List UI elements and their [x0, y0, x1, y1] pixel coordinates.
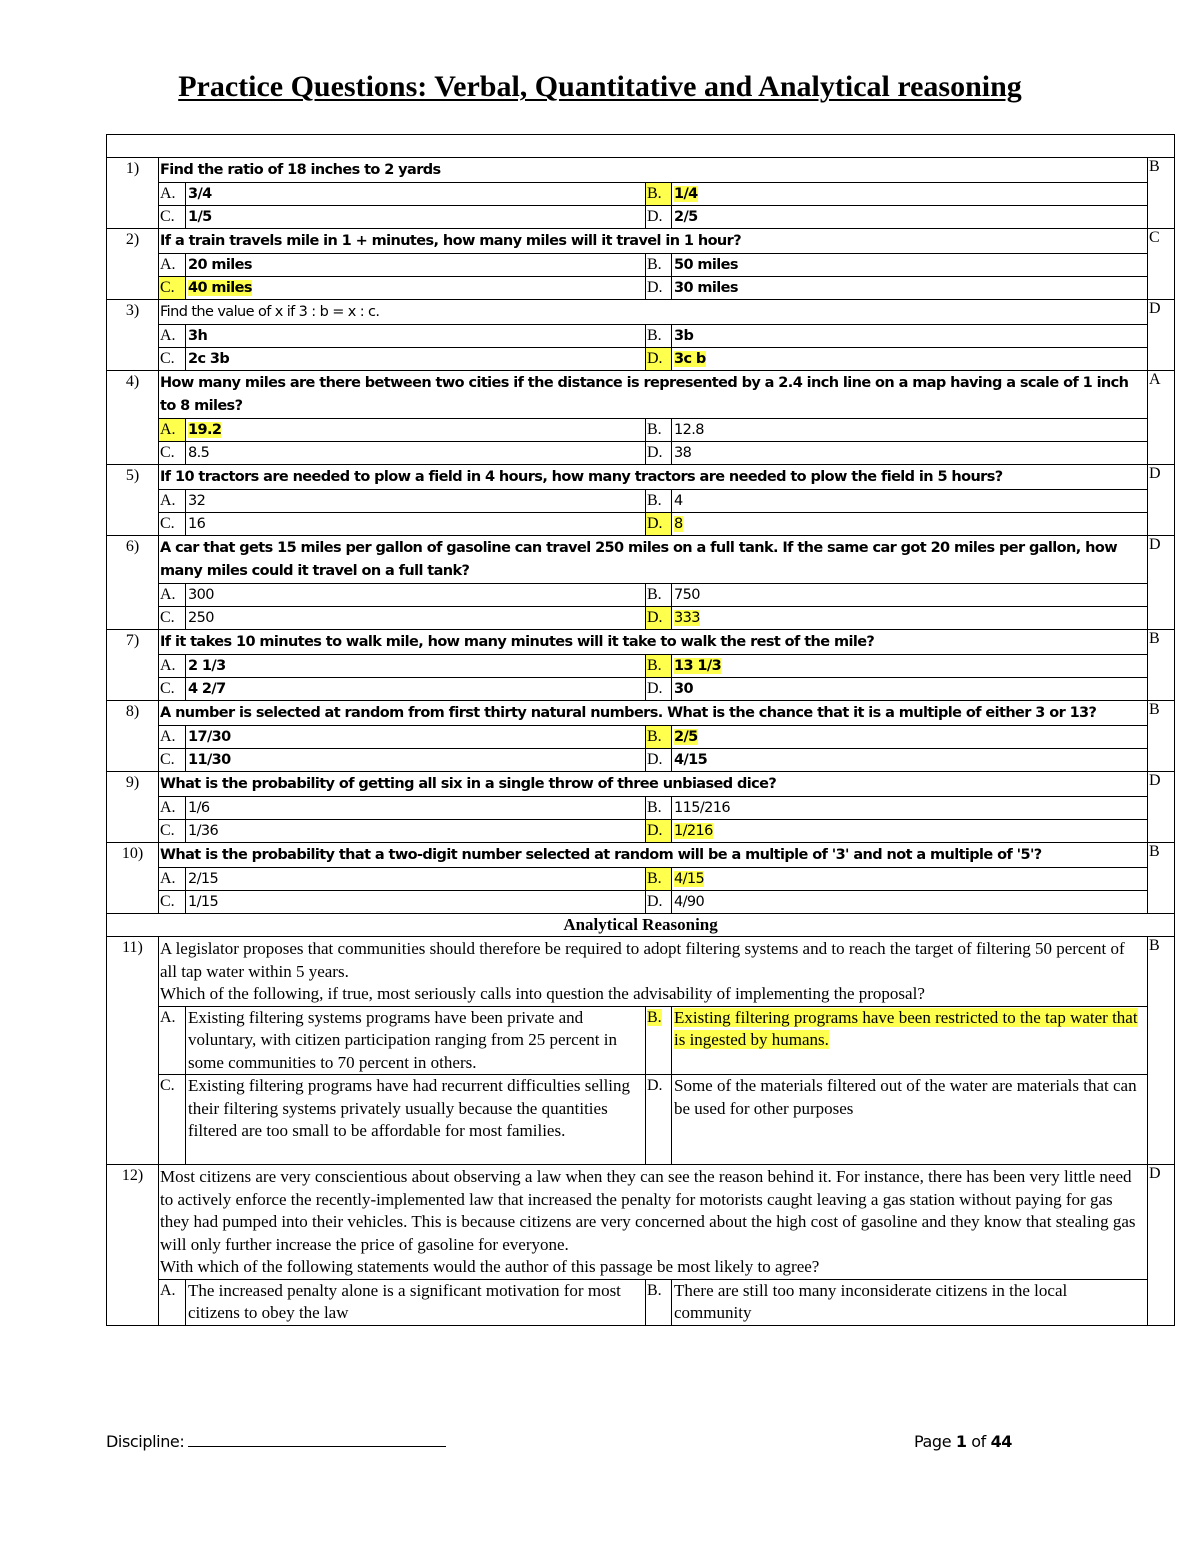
option-text-correct: 1/216	[672, 820, 1148, 843]
option-text: 4 2/7	[186, 678, 646, 701]
option-text: 12.8	[672, 419, 1148, 442]
question-text	[159, 1165, 1148, 1280]
option-letter: D.	[646, 277, 672, 300]
answer-key: D	[1148, 536, 1175, 630]
option-letter: A.	[159, 1006, 186, 1075]
option-letter: A.	[159, 655, 186, 678]
option-letter: D.	[646, 206, 672, 229]
option-letter: C.	[159, 206, 186, 229]
option-letter: C.	[159, 607, 186, 630]
option-letter-correct: D.	[646, 820, 672, 843]
option-text: 750	[672, 584, 1148, 607]
answer-key: B	[1148, 630, 1175, 701]
option-letter: C.	[159, 749, 186, 772]
question-number: 6)	[107, 536, 159, 630]
of-label: of	[971, 1432, 986, 1451]
option-text: 1/36	[186, 820, 646, 843]
question-row	[107, 772, 1175, 797]
question-text: If a train travels mile in 1 + minutes, how many miles will it travel in 1 hour?	[159, 229, 1148, 254]
option-letter: B.	[646, 797, 672, 820]
option-letter: C.	[159, 442, 186, 465]
option-text: 2 1/3	[186, 655, 646, 678]
option-letter: B.	[646, 584, 672, 607]
option-letter: A.	[159, 325, 186, 348]
option-text: 1/15	[186, 891, 646, 914]
option-text: 50 miles	[672, 254, 1148, 277]
answer-key: D	[1148, 1165, 1175, 1326]
question-number: 12)	[107, 1165, 159, 1326]
option-letter: C.	[159, 891, 186, 914]
question-row	[107, 371, 1175, 419]
option-letter: A.	[159, 254, 186, 277]
option-text: 3b	[672, 325, 1148, 348]
option-text: 3h	[186, 325, 646, 348]
answer-key: C	[1148, 229, 1175, 300]
question-row	[107, 229, 1175, 254]
option-text-correct: Existing filtering programs have been restricted to the tap water that is ingested by humans.	[672, 1006, 1148, 1075]
question-text: If it takes 10 minutes to walk mile, how many minutes will it take to walk the rest of the mile?	[159, 630, 1148, 655]
option-letter-correct: C.	[159, 277, 186, 300]
option-text-correct: 2/5	[672, 726, 1148, 749]
option-text-correct: 4/15	[672, 868, 1148, 891]
question-text: A number is selected at random from first thirty natural numbers. What is the chance that it is a multiple of either 3 or 13?	[159, 701, 1148, 726]
question-text: If 10 tractors are needed to plow a field in 4 hours, how many tractors are needed to plow the field in 5 hours?	[159, 465, 1148, 490]
option-letter: C.	[159, 1075, 186, 1165]
question-prompt: With which of the following statements would the author of this passage be most likely to agree?	[160, 1257, 820, 1276]
option-letter-correct: B.	[646, 183, 672, 206]
option-letter-correct: D.	[646, 607, 672, 630]
option-letter-correct: B.	[646, 1006, 672, 1075]
discipline-label: Discipline:	[106, 1432, 185, 1451]
option-letter: D.	[646, 1075, 672, 1165]
question-passage: A legislator proposes that communities should therefore be required to adopt filtering systems and to reach the target of filtering 50 percent of all tap water within 5 years.	[160, 939, 1125, 981]
question-row	[107, 1165, 1175, 1280]
answer-key: D	[1148, 772, 1175, 843]
option-letter: B.	[646, 254, 672, 277]
question-text: Find the ratio of 18 inches to 2 yards	[159, 158, 1148, 183]
option-text: 4/90	[672, 891, 1148, 914]
question-text: Find the value of x if 3 : b = x : c.	[159, 300, 1148, 325]
question-number: 7)	[107, 630, 159, 701]
option-text: 2c 3b	[186, 348, 646, 371]
question-text	[159, 937, 1148, 1007]
option-letter: B.	[646, 419, 672, 442]
question-text: A car that gets 15 miles per gallon of gasoline can travel 250 miles on a full tank. If the same car got 20 miles per gallon, how many miles could it travel on a full tank?	[159, 536, 1148, 584]
option-text: 1/5	[186, 206, 646, 229]
option-text-correct: 19.2	[186, 419, 646, 442]
option-letter: A.	[159, 584, 186, 607]
option-text: 30	[672, 678, 1148, 701]
option-text: 32	[186, 490, 646, 513]
option-letter: D.	[646, 891, 672, 914]
option-text: There are still too many inconsiderate citizens in the local community	[672, 1279, 1148, 1325]
option-text: 17/30	[186, 726, 646, 749]
option-text-correct: 333	[672, 607, 1148, 630]
option-text: Some of the materials filtered out of the water are materials that can be used for other purposes	[672, 1075, 1148, 1165]
option-letter: C.	[159, 348, 186, 371]
question-row	[107, 630, 1175, 655]
question-row	[107, 937, 1175, 1007]
page-number: 1	[955, 1432, 967, 1451]
option-text: 16	[186, 513, 646, 536]
option-letter: D.	[646, 678, 672, 701]
option-text: 4	[672, 490, 1148, 513]
option-text: 300	[186, 584, 646, 607]
option-letter-correct: A.	[159, 419, 186, 442]
question-row	[107, 158, 1175, 183]
question-number: 10)	[107, 843, 159, 914]
page-total: 44	[990, 1432, 1013, 1451]
question-number: 4)	[107, 371, 159, 465]
option-text: 11/30	[186, 749, 646, 772]
option-text: 2/15	[186, 868, 646, 891]
option-text: 8.5	[186, 442, 646, 465]
option-text: 4/15	[672, 749, 1148, 772]
option-letter: C.	[159, 820, 186, 843]
option-text: 115/216	[672, 797, 1148, 820]
option-letter-correct: B.	[646, 655, 672, 678]
discipline-footer	[106, 1432, 446, 1451]
option-letter: A.	[159, 490, 186, 513]
option-text: 2/5	[672, 206, 1148, 229]
option-letter-correct: B.	[646, 868, 672, 891]
question-row	[107, 536, 1175, 584]
option-text: Existing filtering programs have had recurrent difficulties selling their filtering systems privately usually because the quantities filtered are too small to be affordable for most families.	[186, 1075, 646, 1165]
page-title: Practice Questions: Verbal, Quantitative and Analytical reasoning	[178, 70, 1022, 103]
question-row	[107, 701, 1175, 726]
option-letter-correct: D.	[646, 513, 672, 536]
question-number: 9)	[107, 772, 159, 843]
option-text: 30 miles	[672, 277, 1148, 300]
section-title: Analytical Reasoning	[107, 914, 1175, 937]
option-letter-correct: B.	[646, 726, 672, 749]
question-number: 8)	[107, 701, 159, 772]
question-text: What is the probability that a two-digit number selected at random will be a multiple of '3' and not a multiple of '5'?	[159, 843, 1148, 868]
option-letter: C.	[159, 513, 186, 536]
answer-key: D	[1148, 300, 1175, 371]
question-text: What is the probability of getting all six in a single throw of three unbiased dice?	[159, 772, 1148, 797]
question-text: How many miles are there between two cities if the distance is represented by a 2.4 inch line on a map having a scale of 1 inch to 8 miles?	[159, 371, 1148, 419]
answer-key: D	[1148, 465, 1175, 536]
question-row	[107, 465, 1175, 490]
option-text-correct: 1/4	[672, 183, 1148, 206]
option-text-correct: 13 1/3	[672, 655, 1148, 678]
question-number: 5)	[107, 465, 159, 536]
option-letter: A.	[159, 183, 186, 206]
option-text: 20 miles	[186, 254, 646, 277]
option-letter: D.	[646, 442, 672, 465]
option-letter: B.	[646, 325, 672, 348]
option-letter: A.	[159, 726, 186, 749]
answer-key: B	[1148, 843, 1175, 914]
answer-key: A	[1148, 371, 1175, 465]
question-number: 2)	[107, 229, 159, 300]
option-text: 38	[672, 442, 1148, 465]
questions-table	[106, 134, 1175, 1326]
option-text-correct: 8	[672, 513, 1148, 536]
option-text: Existing filtering systems programs have been private and voluntary, with citizen participation ranging from 25 percent in some communities to 70 percent in others.	[186, 1006, 646, 1075]
question-row	[107, 843, 1175, 868]
page-number-footer	[914, 1432, 1012, 1451]
discipline-blank-line[interactable]	[188, 1445, 446, 1447]
option-letter: B.	[646, 1279, 672, 1325]
option-text: The increased penalty alone is a significant motivation for most citizens to obey the law	[186, 1279, 646, 1325]
header-row	[107, 135, 1175, 158]
question-number: 3)	[107, 300, 159, 371]
answer-key: B	[1148, 937, 1175, 1165]
answer-key: B	[1148, 701, 1175, 772]
option-letter: C.	[159, 678, 186, 701]
option-text: 250	[186, 607, 646, 630]
option-letter-correct: D.	[646, 348, 672, 371]
question-prompt: Which of the following, if true, most seriously calls into question the advisability of implementing the proposal?	[160, 984, 925, 1003]
option-text-correct: 40 miles	[186, 277, 646, 300]
option-letter: A.	[159, 1279, 186, 1325]
question-row	[107, 300, 1175, 325]
page-label: Page	[914, 1432, 952, 1451]
question-passage: Most citizens are very conscientious about observing a law when they can see the reason behind it. For instance, there has been very little need to actively enforce the recently-implemented law that increased the penalty for motorists caught leaving a gas station without paying for gas they had pumped into their vehicles. This is because citizens are very concerned about the high cost of gasoline and they know that stealing gas will only further increase the price of gasoline for everyone.	[160, 1167, 1136, 1254]
question-number: 11)	[107, 937, 159, 1165]
option-letter: B.	[646, 490, 672, 513]
question-number: 1)	[107, 158, 159, 229]
option-text-correct: 3c b	[672, 348, 1148, 371]
option-letter: D.	[646, 749, 672, 772]
option-text: 3/4	[186, 183, 646, 206]
option-text: 1/6	[186, 797, 646, 820]
section-row	[107, 914, 1175, 937]
option-letter: A.	[159, 868, 186, 891]
option-letter: A.	[159, 797, 186, 820]
answer-key: B	[1148, 158, 1175, 229]
